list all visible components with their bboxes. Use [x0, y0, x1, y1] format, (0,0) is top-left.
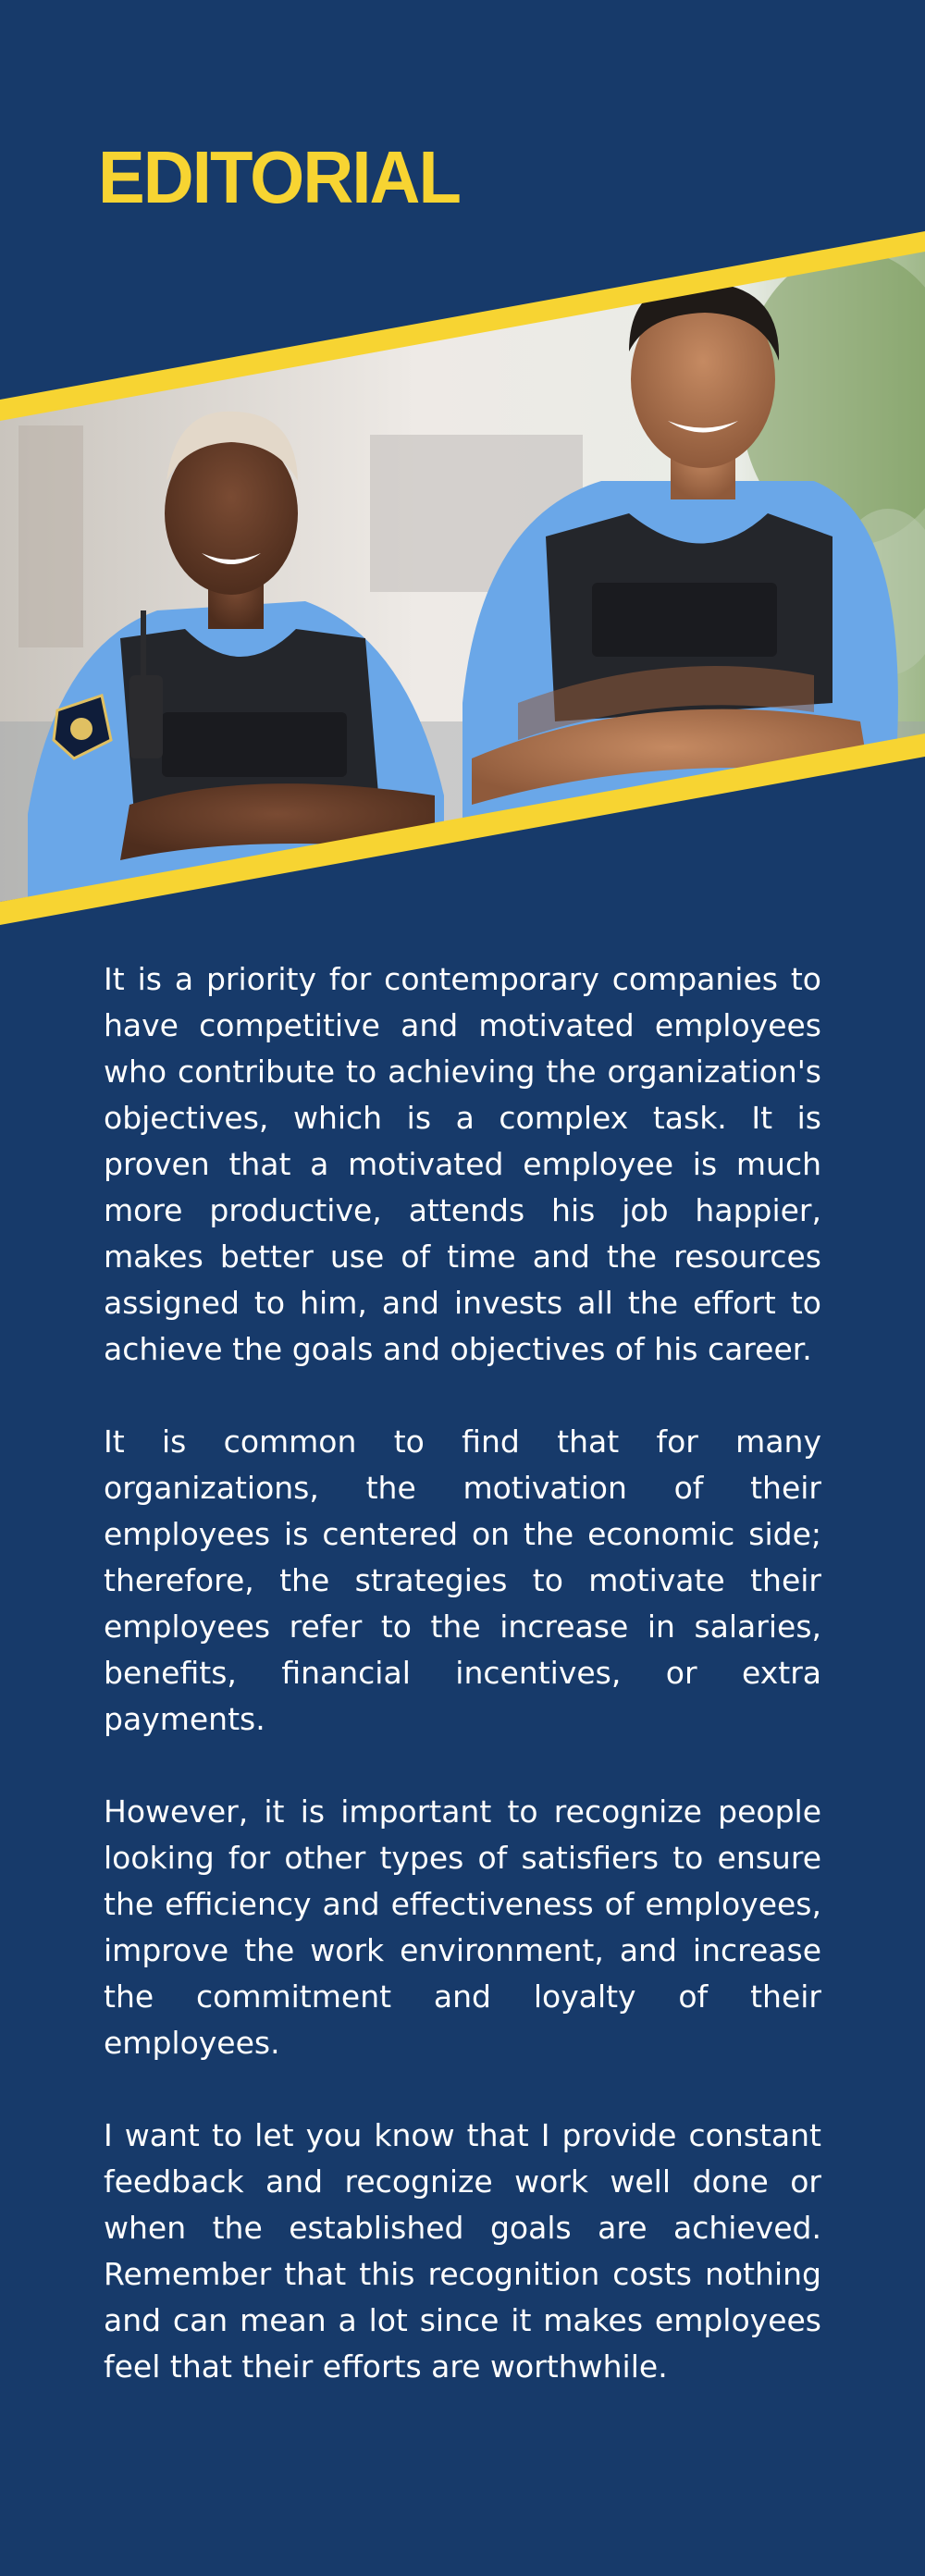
article-paragraph: I want to let you know that I provide constant feedback and recognize work well done or when the established goals are achieved. Remember that this recognition costs nothing and can mean a lot since it makes employees feel that their efforts are worthwhile.	[104, 2117, 821, 2385]
article-paragraph: It is a priority for contemporary companies to have competitive and motivated employees who contribute to achieving the organization's objectives, which is a complex task. It is proven that a motivated employee is much more productive, attends his job happier, makes better use of time and the resources assigned to him, and invests all the effort to achieve the goals and objectives of his career.	[104, 961, 821, 1367]
article-paragraph: However, it is important to recognize people looking for other types of satisfiers to ensure the efficiency and effectiveness of employees, improve the work environment, and increase the commitment and loyalty of their employees.	[104, 1793, 821, 2061]
page-title: EDITORIAL	[98, 136, 461, 218]
article-body	[104, 956, 821, 2436]
article-paragraph: It is common to find that for many organizations, the motivation of their employees is centered on the economic side; therefore, the strategies to motivate their employees refer to the increase in salaries, benefits, financial incentives, or extra payments.	[104, 1424, 821, 1737]
